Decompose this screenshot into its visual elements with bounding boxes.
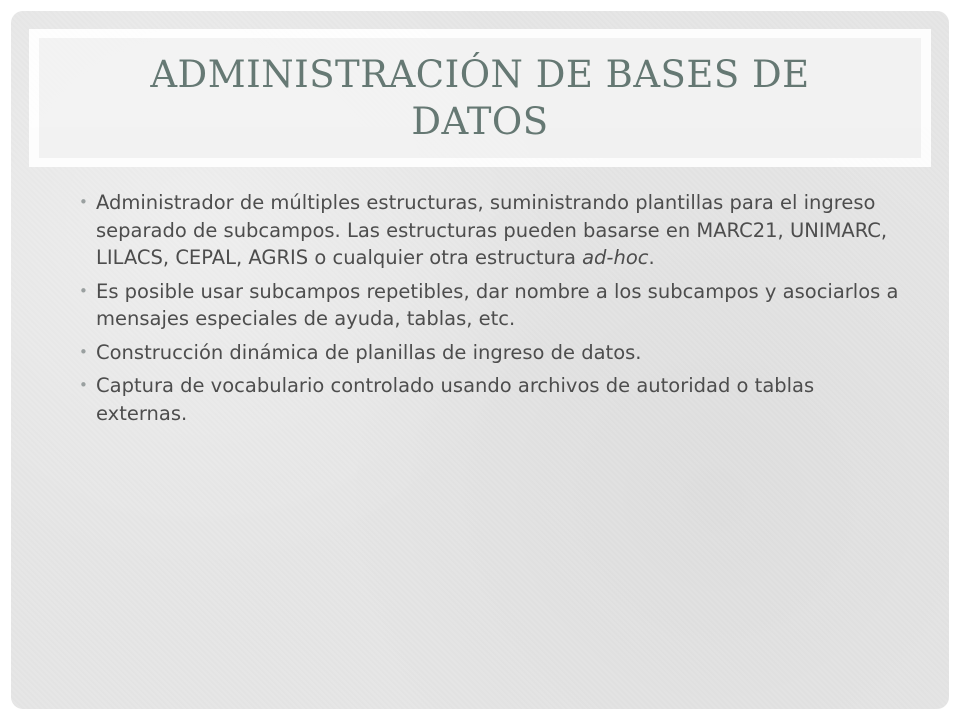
bullet-icon: • bbox=[79, 281, 88, 300]
title-box bbox=[39, 38, 921, 158]
bullet-item-2 bbox=[79, 278, 909, 333]
bullet-text-1-start: Administrador de múltiples estructuras, suministrando plantillas para el ingreso separado de subcampos. Las estructuras pueden basarse en MARC21, UNIMARC, LILACS, CEPAL, AGRIS o cualquier otra estructura bbox=[96, 191, 888, 269]
bullet-item-1 bbox=[79, 189, 909, 272]
bullet-item-4 bbox=[79, 372, 909, 427]
bullet-item-3 bbox=[79, 339, 909, 367]
bullet-text-4: Captura de vocabulario controlado usando archivos de autoridad o tablas externas. bbox=[96, 374, 815, 425]
slide-title: ADMINISTRACIÓN DE BASES DE DATOS bbox=[150, 53, 810, 143]
bullet-text-1-end: . bbox=[648, 246, 655, 269]
bullet-icon: • bbox=[79, 193, 88, 211]
bullet-list bbox=[79, 189, 909, 433]
bullet-text-2: Es posible usar subcampos repetibles, dar nombre a los subcampos y asociarlos a mensajes especiales de ayuda, tablas, etc. bbox=[96, 279, 899, 330]
title-band bbox=[29, 29, 931, 167]
bullet-icon: • bbox=[79, 342, 88, 361]
bullet-icon: • bbox=[79, 376, 88, 394]
bullet-text-1-italic: ad-hoc bbox=[582, 246, 649, 269]
bullet-text-3: Construcción dinámica de planillas de ingreso de datos. bbox=[96, 340, 642, 364]
slide bbox=[11, 11, 949, 709]
